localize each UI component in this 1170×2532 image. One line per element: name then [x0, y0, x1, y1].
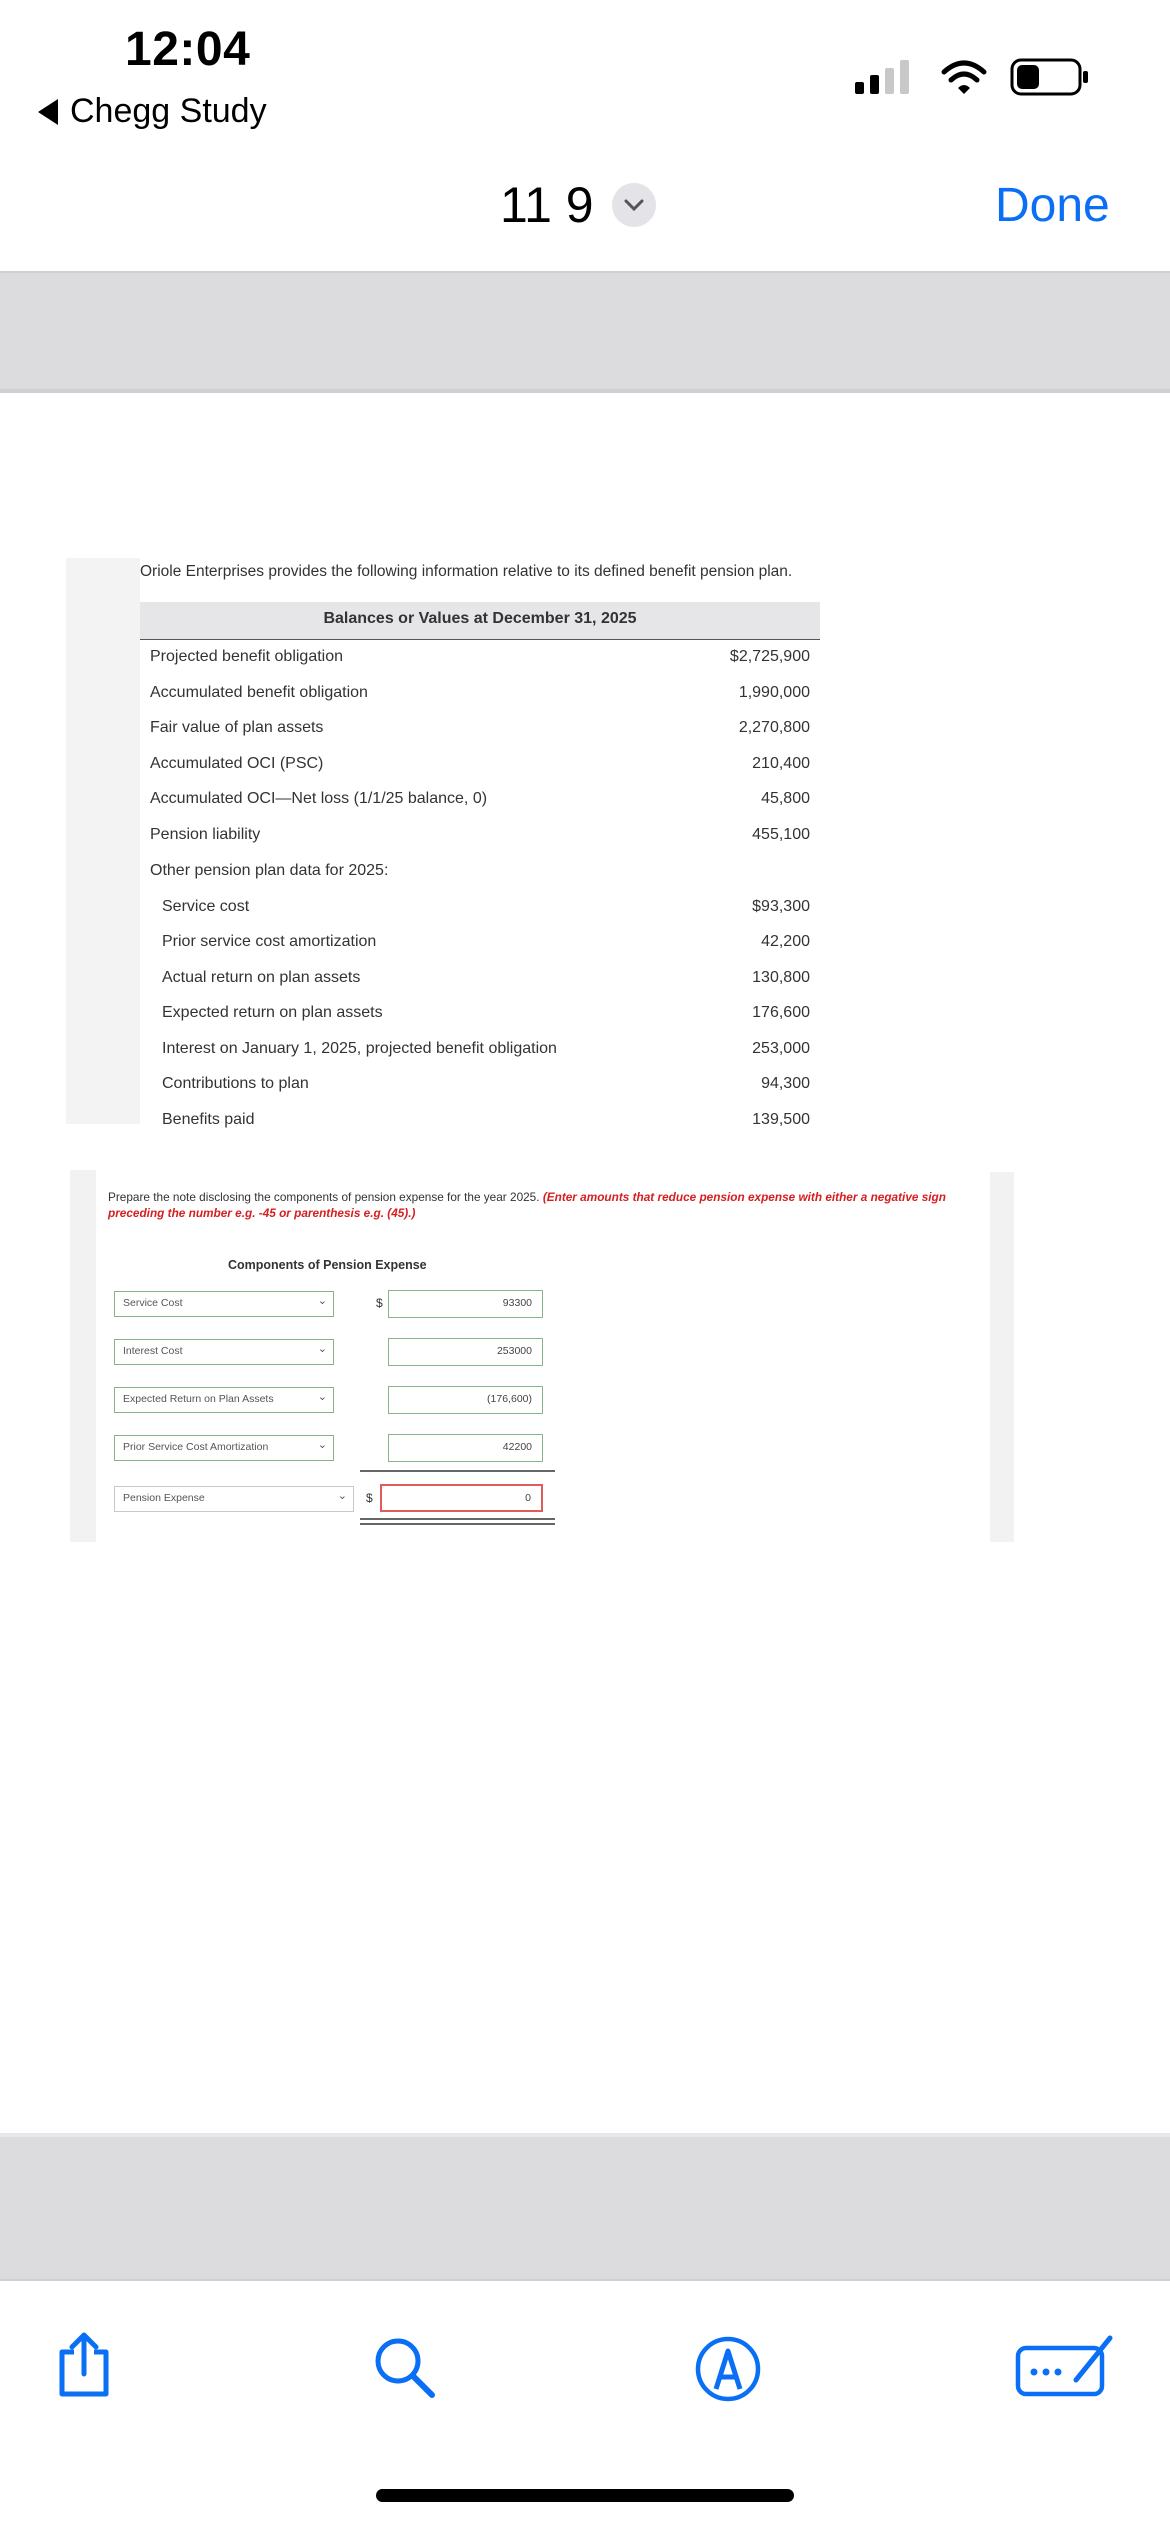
done-button[interactable]: Done	[995, 179, 1110, 232]
question-panel-edge	[990, 1172, 1014, 1542]
total-rule-double	[360, 1523, 555, 1525]
chevron-down-icon: ⌄	[317, 1439, 327, 1451]
instructions-text: Prepare the note disclosing the components of pension expense for the year 2025.	[108, 1190, 540, 1204]
markup-icon[interactable]	[694, 2335, 762, 2403]
instructions	[108, 1190, 988, 1222]
pension-expense-input[interactable]: 0	[380, 1484, 543, 1512]
keyboard-icon[interactable]	[1014, 2332, 1118, 2400]
other-label: Interest on January 1, 2025, projected benefit obligation	[162, 1040, 557, 1057]
balance-value: $2,725,900	[729, 648, 810, 665]
other-label: Prior service cost amortization	[162, 933, 377, 950]
status-time: 12:04	[125, 23, 251, 76]
share-icon[interactable]	[52, 2330, 116, 2400]
balance-value: 2,270,800	[738, 719, 810, 736]
chevron-down-icon[interactable]	[612, 183, 656, 227]
balance-label: Projected benefit obligation	[150, 648, 344, 665]
dollar-sign: $	[366, 1491, 373, 1505]
back-to-app-link[interactable]	[38, 92, 267, 131]
component-select-value: Expected Return on Plan Assets	[123, 1393, 274, 1405]
other-value: 176,600	[752, 1004, 810, 1021]
other-value: $93,300	[752, 898, 810, 915]
total-rule	[360, 1518, 555, 1520]
other-data-heading: Other pension plan data for 2025:	[150, 862, 389, 879]
battery-icon	[1010, 58, 1090, 96]
dollar-sign: $	[376, 1296, 383, 1310]
page-indicator[interactable]	[500, 176, 656, 234]
other-value: 130,800	[752, 969, 810, 986]
subtotal-rule	[360, 1470, 555, 1472]
back-arrow-icon	[38, 99, 58, 125]
other-value: 42,200	[761, 933, 810, 950]
amount-input[interactable]: 253000	[388, 1338, 543, 1366]
other-label: Expected return on plan assets	[162, 1004, 383, 1021]
balance-label: Accumulated benefit obligation	[150, 684, 368, 701]
balance-label: Pension liability	[150, 826, 261, 843]
balance-label: Fair value of plan assets	[150, 719, 324, 736]
balance-value: 455,100	[752, 826, 810, 843]
other-value: 139,500	[752, 1111, 810, 1128]
balances-table-header: Balances or Values at December 31, 2025	[323, 610, 637, 627]
search-icon[interactable]	[372, 2335, 438, 2401]
other-label: Contributions to plan	[162, 1075, 309, 1092]
component-select[interactable]	[114, 1339, 334, 1365]
total-select-value: Pension Expense	[123, 1492, 205, 1504]
balance-label: Accumulated OCI (PSC)	[150, 755, 324, 772]
component-select[interactable]	[114, 1291, 334, 1317]
chevron-down-icon: ⌄	[337, 1490, 347, 1502]
component-select[interactable]	[114, 1435, 334, 1461]
page-gap-band-bottom	[0, 2133, 1170, 2281]
balance-value: 210,400	[752, 755, 810, 772]
amount-input[interactable]: 93300	[388, 1290, 543, 1318]
balance-value: 1,990,000	[738, 684, 810, 701]
components-header: Components of Pension Expense	[228, 1258, 427, 1272]
other-label: Service cost	[162, 898, 250, 915]
document-margin	[66, 558, 140, 1124]
question-panel-edge	[70, 1170, 96, 1542]
cellular-signal-icon	[855, 60, 911, 94]
other-value: 94,300	[761, 1075, 810, 1092]
back-app-label: Chegg Study	[70, 92, 267, 130]
other-value: 253,000	[752, 1040, 810, 1057]
chevron-down-icon: ⌄	[317, 1295, 327, 1307]
instructions-warning: (Enter amounts that reduce pension expense with either a negative sign preceding the number e.g. -45 or parenthesis e.g. (45).)	[108, 1190, 946, 1220]
other-label: Benefits paid	[162, 1111, 255, 1128]
home-indicator[interactable]	[376, 2489, 794, 2502]
component-select-value: Interest Cost	[123, 1345, 183, 1357]
amount-input[interactable]: (176,600)	[388, 1386, 543, 1414]
total-select[interactable]	[114, 1486, 354, 1512]
other-label: Actual return on plan assets	[162, 969, 361, 986]
amount-input[interactable]: 42200	[388, 1434, 543, 1462]
component-select-value: Prior Service Cost Amortization	[123, 1441, 269, 1453]
intro-text: Oriole Enterprises provides the following information relative to its defined benefit pension plan.	[140, 563, 793, 580]
chevron-down-icon: ⌄	[317, 1343, 327, 1355]
wifi-icon	[940, 60, 988, 96]
balance-label: Accumulated OCI—Net loss (1/1/25 balance, 0)	[150, 790, 488, 807]
component-select[interactable]	[114, 1387, 334, 1413]
component-select-value: Service Cost	[123, 1297, 183, 1309]
page-gap-band-top	[0, 273, 1170, 393]
balance-value: 45,800	[761, 790, 810, 807]
chevron-down-icon: ⌄	[317, 1391, 327, 1403]
page-number: 11 9	[500, 177, 594, 233]
